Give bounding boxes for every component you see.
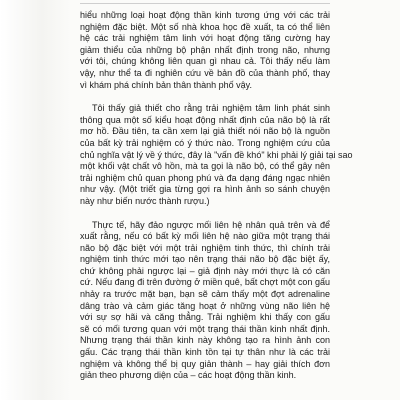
text-line: chứ không phải ngược lại – giả định này mới thực là có căn xyxy=(80,265,330,276)
text-line: nhảy ra trước mặt bạn, bạn sẽ cảm thấy một đợt adrenaline xyxy=(80,289,330,300)
text-line: một khối vật chất vô hồn, mà ta gọi là não bộ, có thể gây nên xyxy=(80,161,330,172)
text-line: trải nghiệm chủ quan phong phú và đa dạng đáng ngạc nhiên xyxy=(80,172,330,183)
text-line: hiểu những loại hoạt động thần kinh tương ứng với các trải xyxy=(80,10,330,20)
text-line: xuất rằng, nếu có bất kỳ mối liên hệ nào giữa một trạng thái xyxy=(80,231,330,242)
page-binding-shadow xyxy=(0,0,70,400)
text-line: nghiệm tinh thức mới tạo nên trạng thái não bộ đặc biệt ấy, xyxy=(80,254,330,265)
text-line: vì khám phá chính bản thân thành phố vậy. xyxy=(80,79,252,90)
body-text xyxy=(80,10,353,382)
text-line: với sự sợ hãi và căng thẳng. Trải nghiệm khi thấy con gấu xyxy=(80,312,330,323)
text-line: như vậy. (Một triết gia từng gợi ra hình ảnh so sánh chuyện xyxy=(80,184,330,195)
text-line: giảm thiểu của những bộ phận nhất định trong não, nhưng xyxy=(80,44,330,55)
text-line: cứ. Nếu đang đi trên đường ở miền quê, bất chợt một con gấu xyxy=(80,277,330,288)
text-line: với tôi, chúng không liên quan gì nhau cả. Tôi thấy nếu làm xyxy=(80,56,330,67)
text-line: hệ các trải nghiệm tâm linh với hoạt động tăng cường hay xyxy=(80,33,330,44)
text-line: gấu. Các trạng thái thần kinh tồn tại tự thân như là các trải xyxy=(80,347,330,358)
text-line: mơ hồ. Đầu tiên, ta cần xem lại giả thiết nói não bộ là nguồn xyxy=(80,126,330,137)
text-line: não bộ đặc biệt với một trải nghiệm tinh thức, thì chính trải xyxy=(80,242,330,253)
text-line: Tôi thấy giả thiết cho rằng trải nghiệm tâm linh phát sinh xyxy=(92,103,330,114)
text-line: thông qua một số kiểu hoạt động nhất định của não bộ là rất xyxy=(80,114,330,125)
text-line: Thực tế, hãy đảo ngược mối liên hệ nhân quả trên và để xyxy=(92,219,330,230)
paragraph xyxy=(80,103,353,207)
text-line: sẽ có mối tương quan với một trạng thái thần kinh nhất định. xyxy=(80,323,330,334)
text-line: vậy, như thể ta đi nghiên cứu về bản đồ của thành phố, thay xyxy=(80,67,330,78)
text-line: Nhưng trạng thái thần kinh này không tạo ra hình ảnh con xyxy=(80,335,330,346)
text-line: nghiệm và không thể bị quy giản thành – hay giải thích đơn xyxy=(80,358,330,369)
top-edge-line xyxy=(80,3,330,4)
paragraph xyxy=(80,10,330,91)
text-line: này như biến nước thành rượu.) xyxy=(80,195,210,206)
text-line: chủ nghĩa vật lý về ý thức, đây là "vấn đề khó" khi phải lý giải tại sao xyxy=(80,149,353,160)
text-line: của bất kỳ trải nghiệm có ý thức nào. Trong nghiệm cứu của xyxy=(80,137,330,148)
text-line: nghiệm đặc biệt. Một số nhà khoa học đề xuất, ta có thể liên xyxy=(80,21,330,32)
text-line: dâng trào và cảm giác tăng hoạt ở những vùng não liên hệ xyxy=(80,300,330,311)
paragraph xyxy=(80,220,330,382)
text-line: giản theo phương diện của – các hoạt động thần kinh. xyxy=(80,370,297,381)
